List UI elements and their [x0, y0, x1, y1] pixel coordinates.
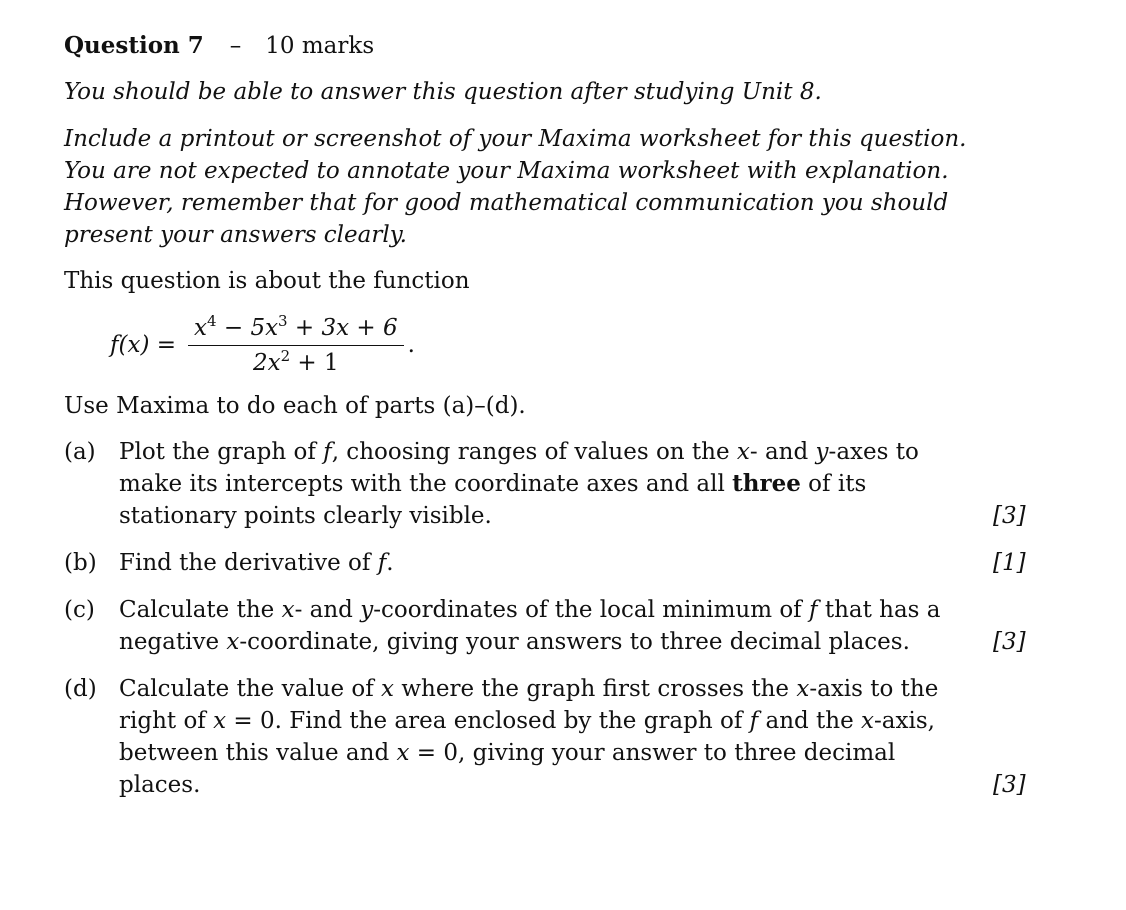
math-symbol: x — [396, 740, 410, 766]
formula-denominator — [253, 346, 339, 378]
text-segment: Plot the graph of — [119, 439, 324, 465]
function-intro: This question is about the function — [64, 268, 470, 294]
part-text-line — [119, 468, 866, 500]
num-term-5x: − 5x — [216, 314, 279, 341]
part-text-line — [119, 673, 938, 705]
text-segment: make its intercepts with the coordinate axes and all — [119, 471, 733, 497]
formula-numerator — [188, 313, 404, 345]
part-text-line — [119, 626, 910, 658]
formula-fraction — [188, 313, 404, 378]
part-label: (d) — [64, 676, 97, 702]
formula-lhs: f(x) = — [110, 332, 177, 358]
study-note: You should be able to answer this question after studying Unit 8. — [64, 79, 822, 105]
math-symbol: x — [281, 597, 295, 623]
text-segment: -coordinate, giving your answers to three decimal places. — [239, 629, 910, 655]
math-symbol: f — [377, 550, 387, 576]
den-term-rest: + 1 — [290, 349, 339, 376]
part-text-line — [119, 769, 200, 801]
math-symbol: y — [360, 597, 374, 623]
maxima-instruction: Use Maxima to do each of parts (a)–(d). — [64, 393, 526, 419]
question-marks: 10 marks — [265, 33, 375, 59]
question-header — [64, 30, 374, 62]
num-term-rest: + 3x + 6 — [287, 314, 398, 341]
text-segment: Find the derivative of — [119, 550, 378, 576]
part-text-line — [119, 705, 935, 737]
math-symbol: x — [736, 439, 750, 465]
text-segment: Calculate the value of — [119, 676, 382, 702]
part-mark: [3] — [993, 629, 1026, 655]
question-number: Question 7 — [64, 32, 204, 59]
part-mark: [1] — [993, 550, 1026, 576]
part-text-line — [119, 594, 941, 626]
part-label: (c) — [64, 597, 95, 623]
text-segment: and the — [758, 708, 862, 734]
math-symbol: x — [213, 708, 227, 734]
header-dash: – — [229, 33, 242, 59]
part-mark: [3] — [993, 503, 1026, 529]
worksheet-line-2: You are not expected to annotate your Maxima worksheet with explanation. — [64, 158, 949, 184]
worksheet-line-4: present your answers clearly. — [64, 222, 407, 248]
text-segment: -coordinates of the local minimum of — [373, 597, 809, 623]
text-segment: = 0. Find the area enclosed by the graph of — [226, 708, 750, 734]
den-exp-2: 2 — [280, 346, 291, 365]
math-symbol: x — [796, 676, 810, 702]
text-segment: = 0, giving your answer to three decimal — [409, 740, 896, 766]
num-exp-4: 4 — [207, 311, 217, 330]
emphasis-text: three — [732, 470, 801, 497]
part-text-line — [119, 436, 919, 468]
text-segment: where the graph first crosses the — [394, 676, 797, 702]
text-segment: -axes to — [828, 439, 919, 465]
text-segment: of its — [800, 471, 867, 497]
worksheet-line-3: However, remember that for good mathematical communication you should — [64, 190, 949, 216]
text-segment: - and — [749, 439, 816, 465]
formula-period: . — [407, 332, 415, 358]
part-label: (a) — [64, 439, 96, 465]
math-symbol: x — [381, 676, 395, 702]
den-term-2x: 2x — [252, 349, 281, 376]
text-segment: Calculate the — [119, 597, 282, 623]
num-term-x: x — [194, 314, 207, 341]
num-exp-3: 3 — [278, 311, 288, 330]
text-segment: stationary points clearly visible. — [119, 503, 492, 529]
part-text-line — [119, 737, 895, 769]
part-label: (b) — [64, 550, 97, 576]
part-text-line — [119, 547, 394, 579]
part-mark: [3] — [993, 772, 1026, 798]
text-segment: . — [386, 550, 394, 576]
text-segment: between this value and — [119, 740, 397, 766]
text-segment: -axis, — [874, 708, 935, 734]
math-symbol: f — [749, 708, 759, 734]
text-segment: right of — [119, 708, 214, 734]
part-text-line — [119, 500, 492, 532]
worksheet-line-1: Include a printout or screenshot of your Maxima worksheet for this question. — [64, 126, 967, 152]
text-segment: , choosing ranges of values on the — [331, 439, 737, 465]
math-symbol: x — [226, 629, 240, 655]
text-segment: -axis to the — [809, 676, 939, 702]
math-symbol: f — [809, 597, 818, 623]
math-symbol: y — [815, 439, 829, 465]
function-formula — [110, 312, 415, 378]
text-segment: that has a — [817, 597, 941, 623]
math-symbol: x — [861, 708, 875, 734]
math-symbol: f — [323, 439, 332, 465]
text-segment: places. — [119, 772, 201, 798]
text-segment: - and — [294, 597, 361, 623]
text-segment: negative — [119, 629, 227, 655]
